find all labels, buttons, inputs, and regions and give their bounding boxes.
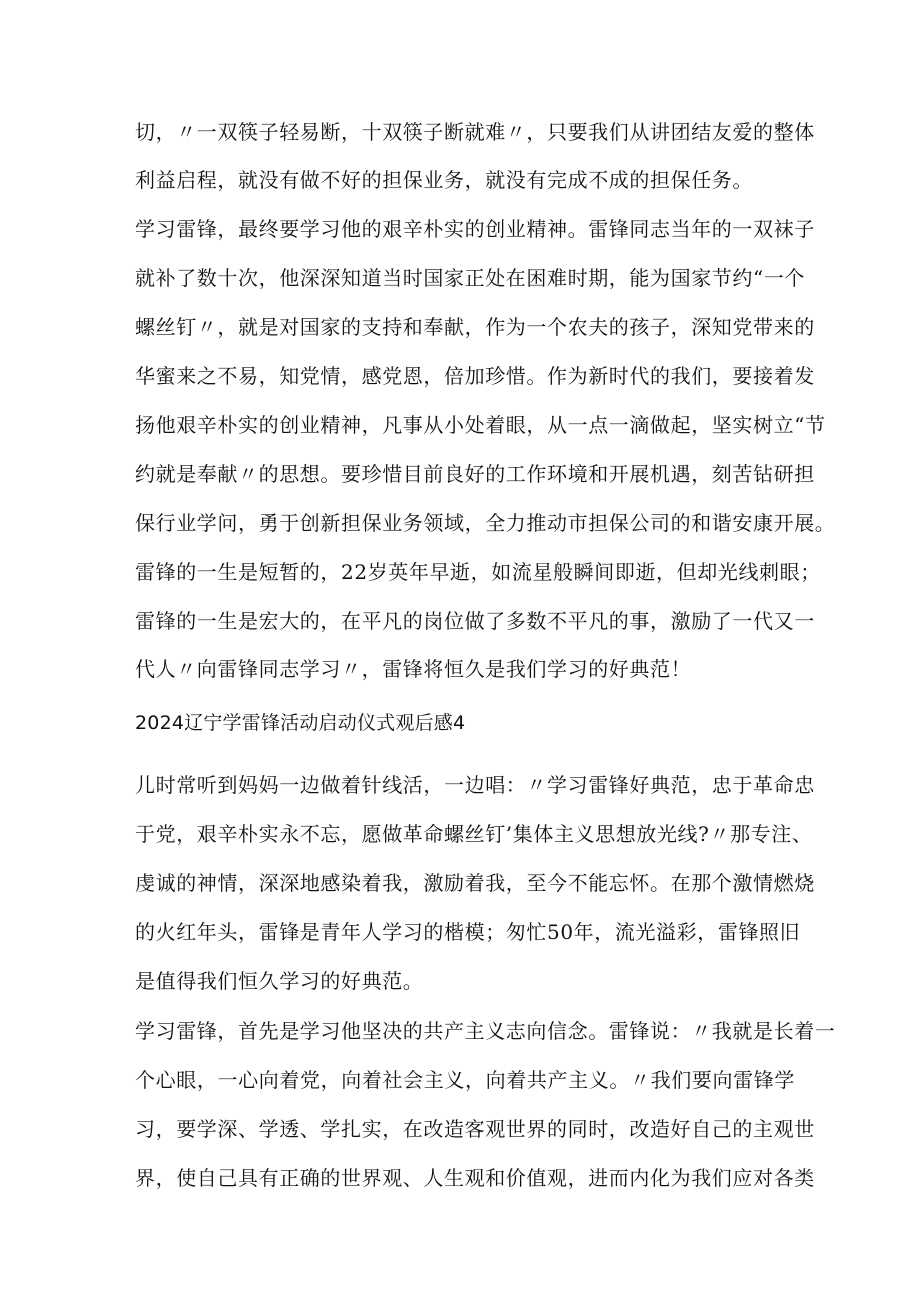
paragraph-line: 习，要学深、学透、学扎实，在改造客观世界的同时，改造好自己的主观世	[135, 1117, 815, 1141]
paragraph-line: 是值得我们恒久学习的好典范。	[135, 969, 424, 993]
paragraph-line: 学习雷锋，最终要学习他的艰辛朴实的创业精神。雷锋同志当年的一双袜子	[135, 217, 815, 241]
paragraph-line: 儿时常听到妈妈一边做着针线活，一边唱：〃学习雷锋好典范，忠于革命忠	[135, 773, 815, 797]
paragraph-line: 雷锋的一生是短暂的，22岁英年早逝，如流星般瞬间即逝，但却光线刺眼；	[135, 560, 821, 584]
paragraph-line: 代人〃向雷锋同志学习〃，雷锋将恒久是我们学习的好典范！	[135, 657, 692, 681]
paragraph-line: 的火红年头，雷锋是青年人学习的楷模；匆忙50年，流光溢彩，雷锋照旧	[135, 920, 801, 944]
paragraph-line: 约就是奉献〃的思想。要珍惜目前良好的工作环境和开展机遇，刻苦钻研担	[135, 462, 815, 486]
paragraph-line: 学习雷锋，首先是学习他坚决的共产主义志向信念。雷锋说：〃我就是长着一	[135, 1019, 836, 1043]
paragraph-line: 界，使自己具有正确的世界观、人生观和价值观，进而内化为我们应对各类	[135, 1166, 815, 1190]
paragraph-line: 于党，艰辛朴实永不忘，愿做革命螺丝钉’集体主义思想放光线?〃那专注、	[135, 822, 813, 846]
paragraph-line: 利益启程，就没有做不好的担保业务，就没有完成不成的担保任务。	[135, 168, 753, 192]
section-heading: 2024辽宁学雷锋活动启动仪式观后感4	[135, 712, 466, 734]
paragraph-line: 扬他艰辛朴实的创业精神，凡事从小处着眼，从一点一滴做起，坚实树立“节	[135, 413, 826, 437]
paragraph-line: 保行业学问，勇于创新担保业务领域，全力推动市担保公司的和谐安康开展。	[135, 511, 836, 535]
paragraph-line: 雷锋的一生是宏大的，在平凡的岗位做了多数不平凡的事，激励了一代又一	[135, 609, 815, 633]
paragraph-line: 个心眼，一心向着党，向着社会主义，向着共产主义。〃我们要向雷锋学	[135, 1068, 795, 1092]
paragraph-line: 华蜜来之不易，知党情，感党恩，倍加珍惜。作为新时代的我们，要接着发	[135, 364, 815, 388]
paragraph-line: 虔诚的神情，深深地感染着我，激励着我，至今不能忘怀。在那个激情燃烧	[135, 871, 815, 895]
paragraph-line: 螺丝钉〃，就是对国家的支持和奉献，作为一个农夫的孩子，深知党带来的	[135, 315, 815, 339]
paragraph-line: 就补了数十次，他深深知道当时国家正处在困难时期，能为国家节约“一个	[135, 266, 806, 290]
paragraph-line: 切，〃一双筷子轻易断，十双筷子断就难〃，只要我们从讲团结友爱的整体	[135, 120, 815, 144]
